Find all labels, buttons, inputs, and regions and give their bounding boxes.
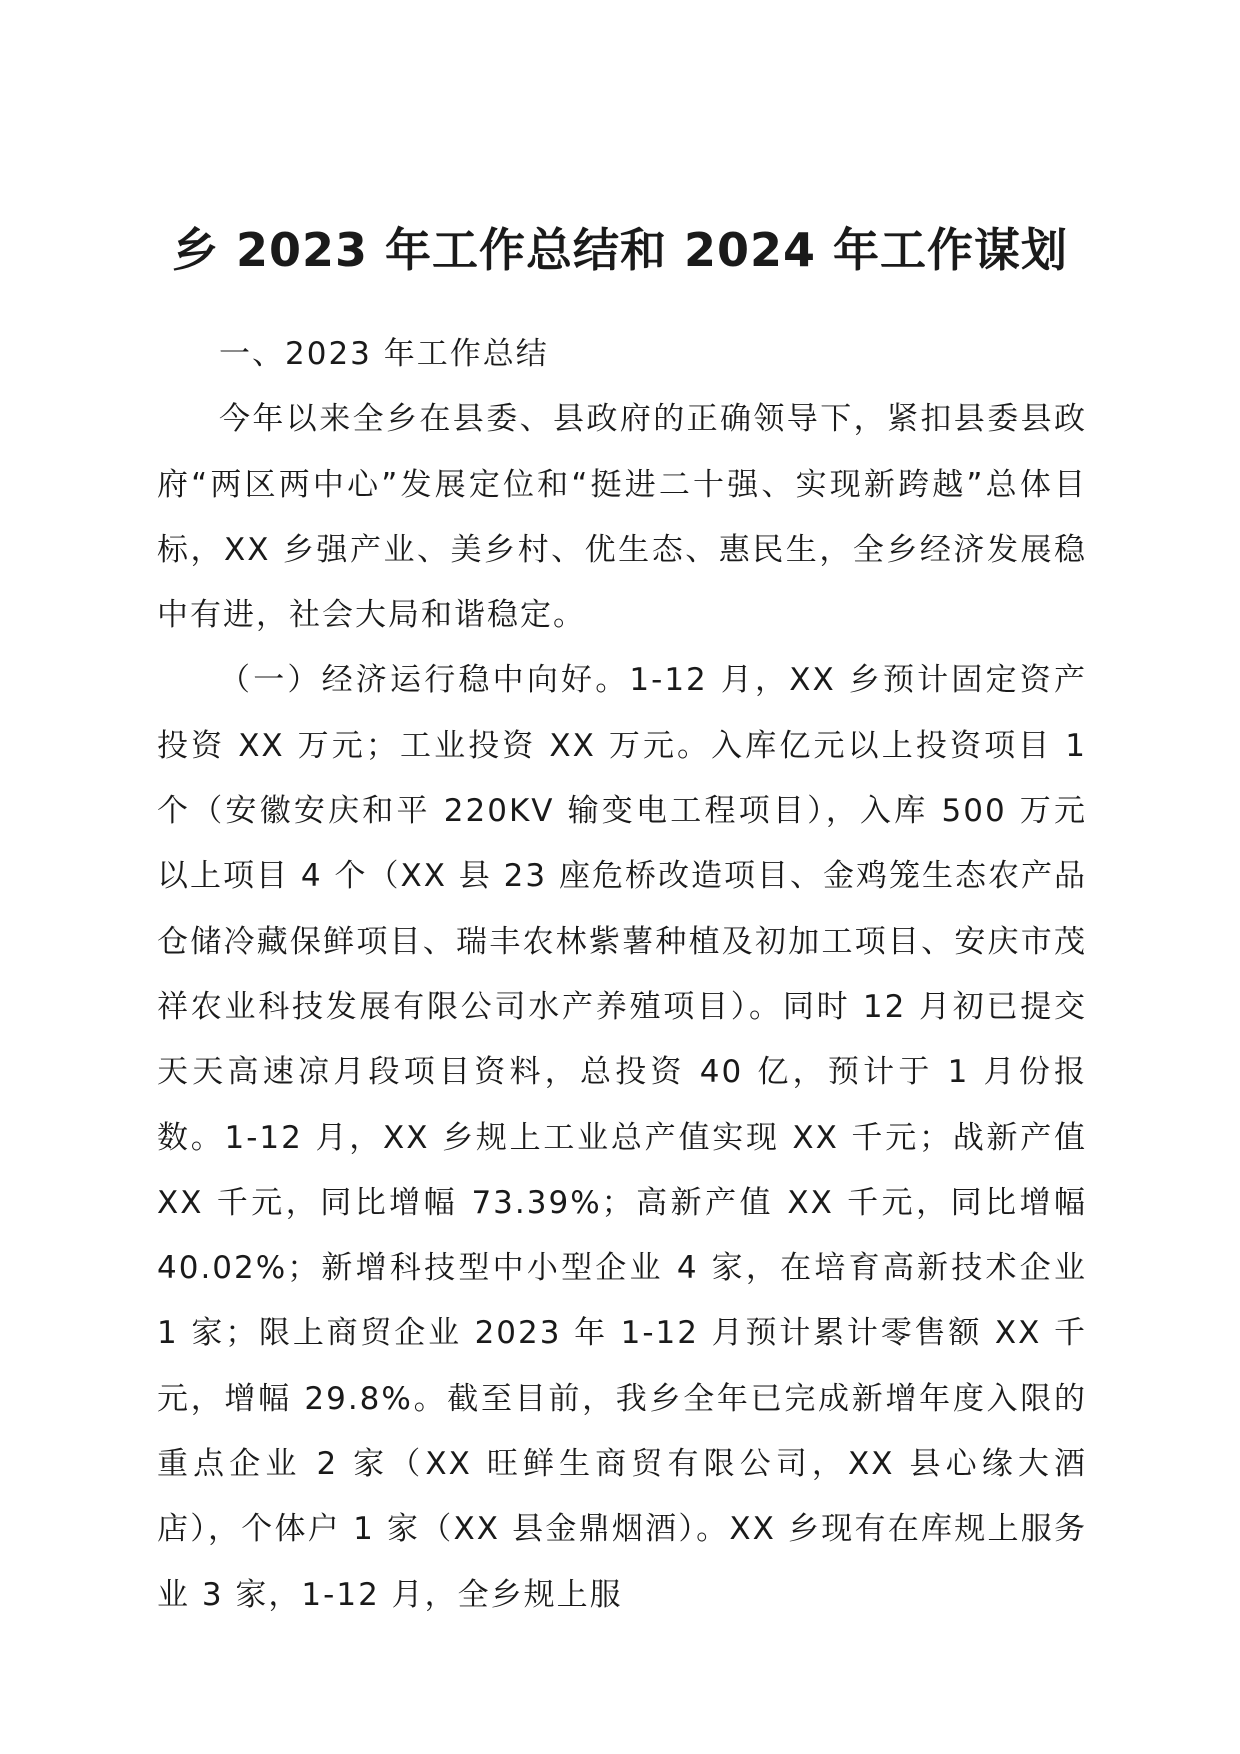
document-body (157, 322, 1087, 1628)
document-title: 乡 2023 年工作总结和 2024 年工作谋划 (171, 223, 1069, 277)
section-heading: 一、2023 年工作总结 (219, 336, 549, 372)
paragraph-intro: 今年以来全乡在县委、县政府的正确领导下，紧扣县委县政府“两区两中心”发展定位和“挺进二十强、实现新跨越”总体目标，XX 乡强产业、美乡村、优生态、惠民生，全乡经济发展稳中有进，社会大局和谐稳定。 (157, 401, 1087, 634)
paragraph-economy: （一）经济运行稳中向好。1-12 月，XX 乡预计固定资产投资 XX 万元；工业投资 XX 万元。入库亿元以上投资项目 1 个（安徽安庆和平 220KV 输变电工程项目），入库 500 万元以上项目 4 个（XX 县 23 座危桥改造项目、金鸡笼生态农产品仓储冷藏保鲜项目、瑞丰农林紫薯种植及初加工项目、安庆市茂祥农业科技发展有限公司水产养殖项目）。同时 12 月初已提交天天高速凉月段项目资料，总投资 40 亿，预计于 1 月份报数。1-12 月，XX 乡规上工业总产值实现 XX 千元；战新产值 XX 千元，同比增幅 73.39%；高新产值 XX 千元，同比增幅 40.02%；新增科技型中小型企业 4 家，在培育高新技术企业 1 家；限上商贸企业 2023 年 1-12 月预计累计零售额 XX 千元，增幅 29.8%。截至目前，我乡全年已完成新增年度入限的重点企业 2 家（XX 旺鲜生商贸有限公司，XX 县心缘大酒店），个体户 1 家（XX 县金鼎烟酒）。XX 乡现有在库规上服务业 3 家，1-12 月，全乡规上服 (157, 662, 1087, 1613)
